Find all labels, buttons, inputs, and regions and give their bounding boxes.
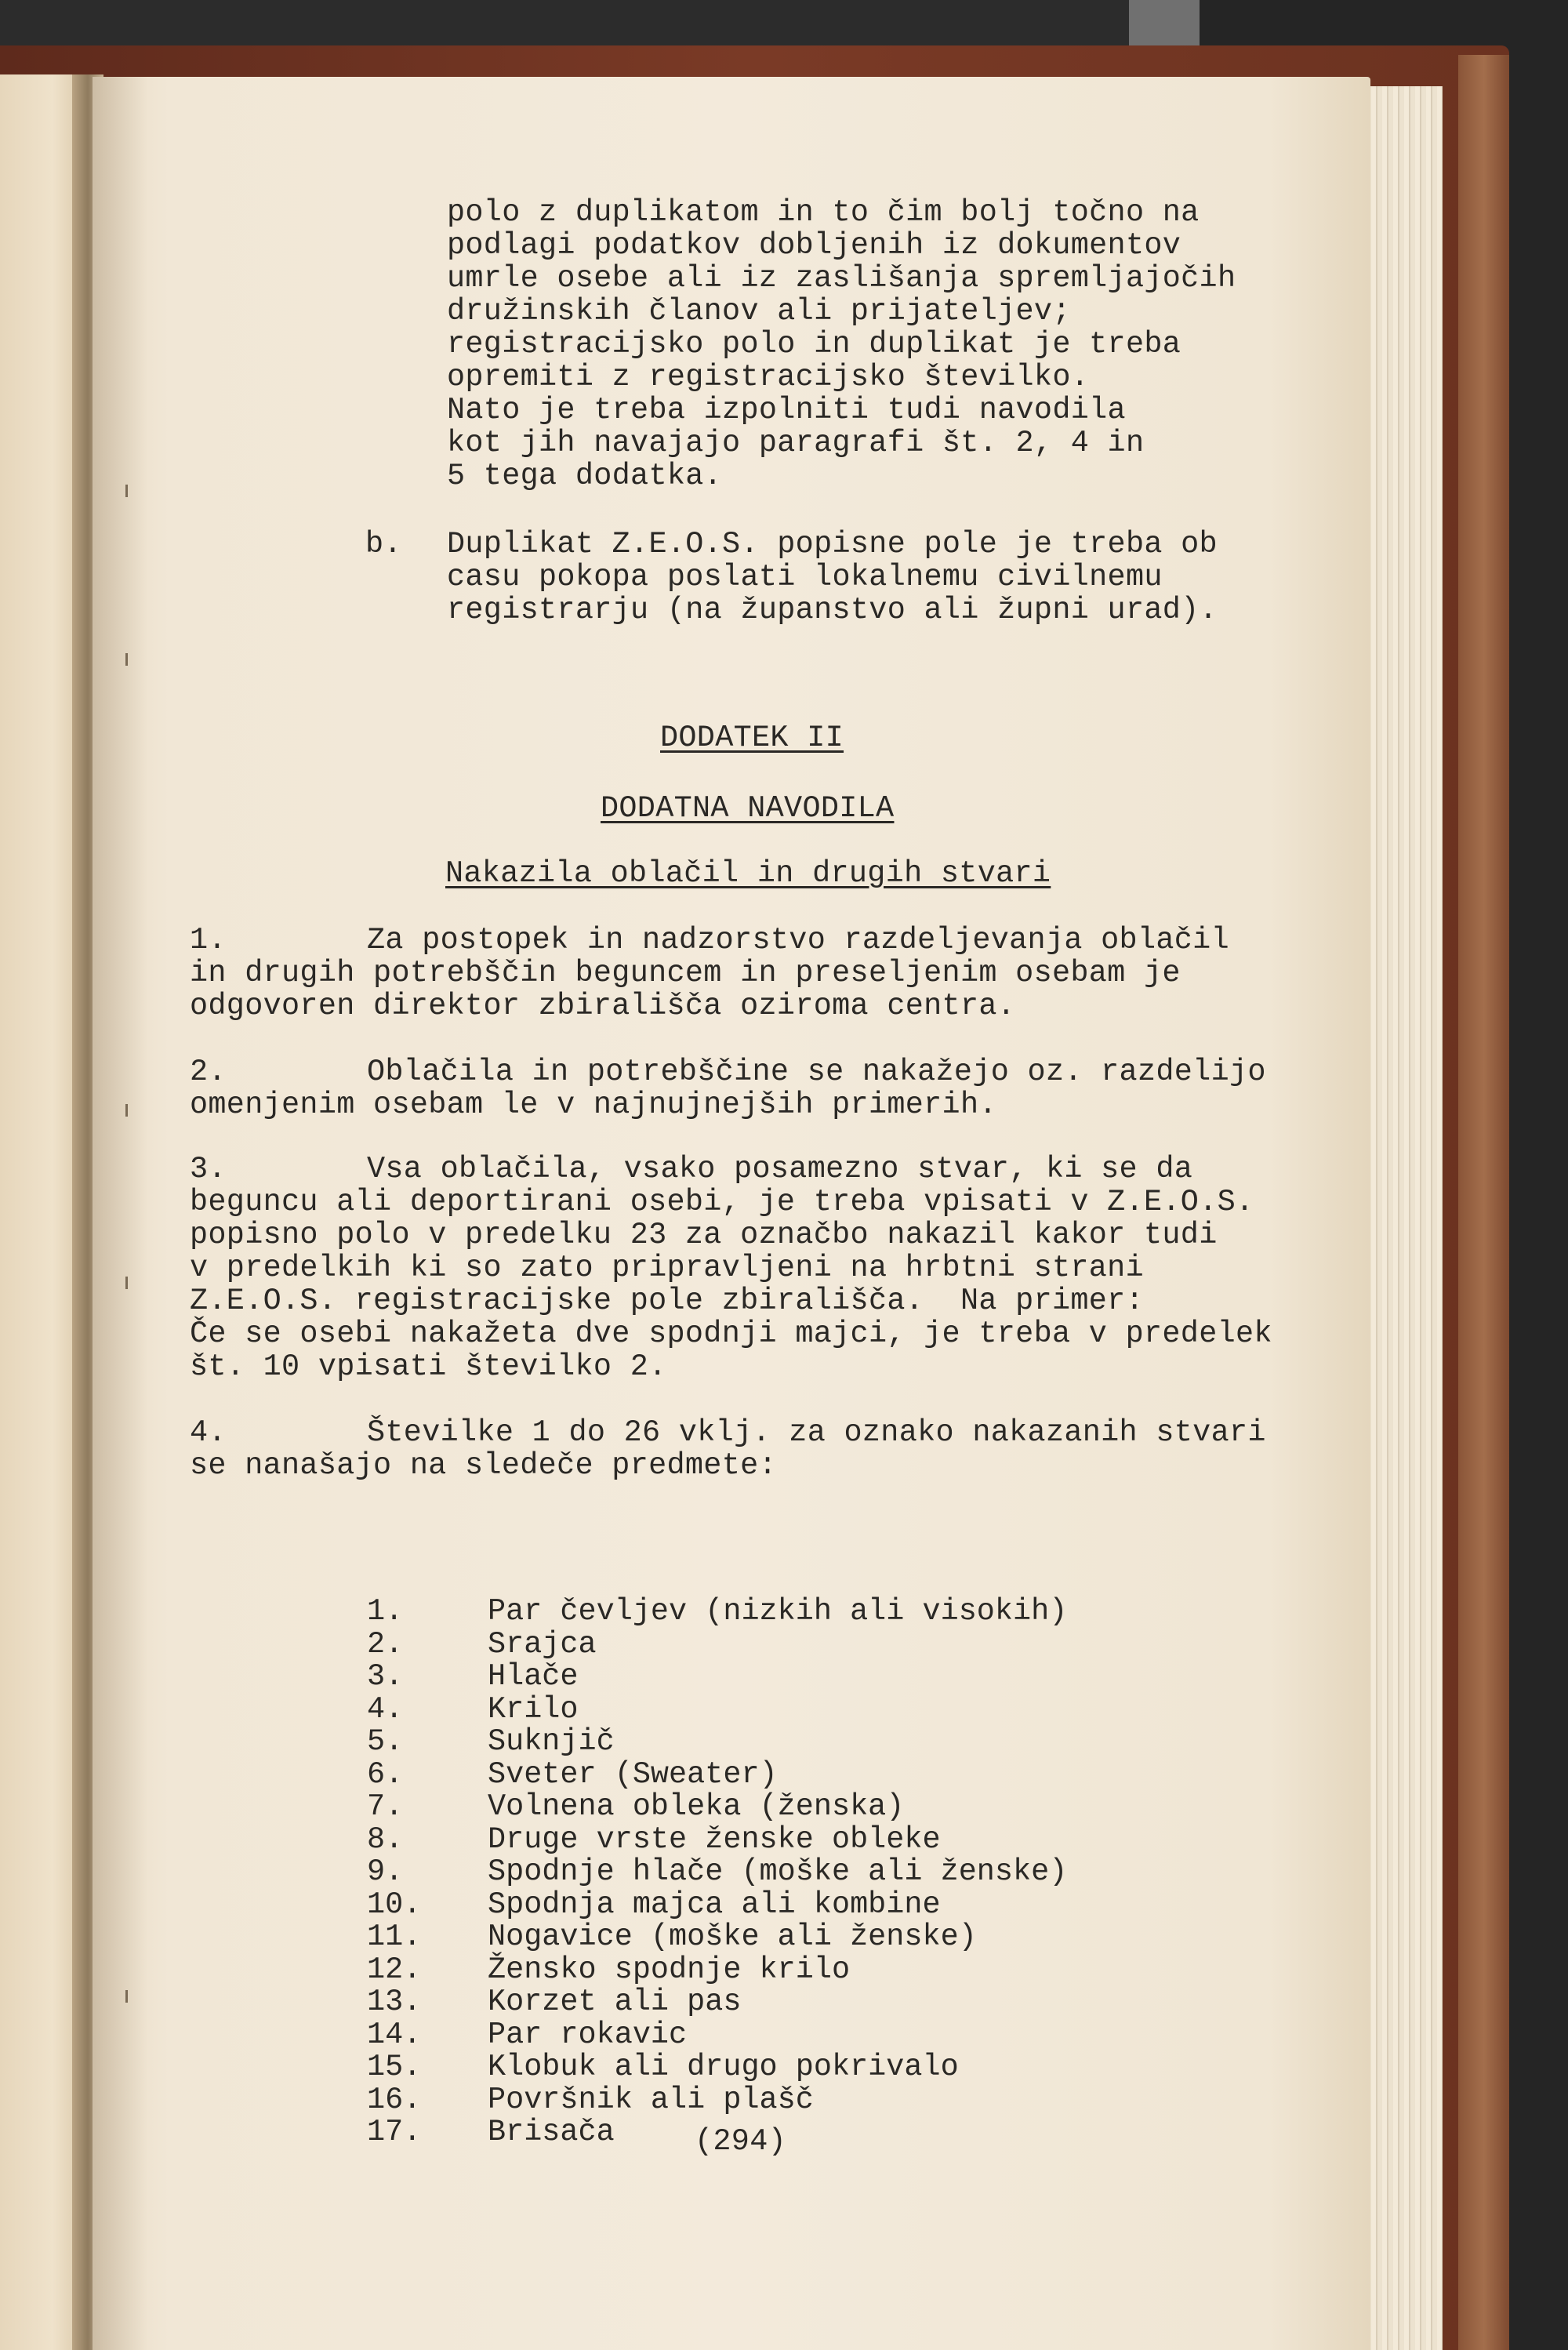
list-item-number: 11.	[367, 1920, 422, 1954]
binding-stitch	[125, 1104, 128, 1117]
paragraph-3-body: beguncu ali deportirani osebi, je treba vpisati v Z.E.O.S. popisno polo v predelku 23 za označbo nakazil kakor tudi v predelkih ki so zato pripravljeni na hrbtni strani Z.E.O.S. registracijske pole zbirališča. Na primer: Če se osebi nakažeta dve spodnji majci, je treba v predelek št. 10 vpisati številko 2.	[190, 1185, 1272, 1384]
list-item-label: Par rokavic	[488, 2017, 688, 2052]
page-number: (294)	[695, 2124, 787, 2159]
list-item-number: 1.	[367, 1594, 404, 1629]
paragraph-2-first-line: Oblačila in potrebščine se nakažejo oz. razdelijo	[367, 1055, 1266, 1089]
list-item-label: Spodnja majca ali kombine	[488, 1887, 941, 1922]
list-item-label: Par čevljev (nizkih ali visokih)	[488, 1594, 1068, 1629]
list-item-label: Spodnje hlače (moške ali ženske)	[488, 1854, 1068, 1889]
binding-stitch	[125, 653, 128, 666]
item-b-label: b.	[365, 527, 402, 561]
binding-stitch	[125, 1990, 128, 2003]
item-b-text: Duplikat Z.E.O.S. popisne pole je treba ob casu pokopa poslati lokalnemu civilnemu registrarju (na županstvo ali župni urad).	[447, 527, 1218, 627]
list-item-number: 10.	[367, 1887, 422, 1922]
list-item-number: 6.	[367, 1756, 404, 1792]
list-item-label: Klobuk ali drugo pokrivalo	[488, 2050, 959, 2084]
list-item-label: Krilo	[488, 1691, 579, 1727]
list-item-label: Površnik ali plašč	[488, 2082, 814, 2117]
paragraph-1-number: 1.	[190, 923, 227, 957]
list-item-number: 17.	[367, 2115, 422, 2149]
list-item-number: 15.	[367, 2050, 422, 2084]
paragraph-2-number: 2.	[190, 1055, 227, 1089]
list-item-label: Sveter (Sweater)	[488, 1756, 778, 1792]
list-item-label: Druge vrste ženske obleke	[488, 1822, 941, 1857]
binding-stitch	[125, 1277, 128, 1289]
section-title: Nakazila oblačil in drugih stvari	[445, 856, 1051, 891]
binding-stitch	[125, 485, 128, 497]
list-item-label: Srajca	[488, 1626, 597, 1662]
list-item-number: 13.	[367, 1985, 422, 2019]
list-item-label: Volnena obleka (ženska)	[488, 1789, 905, 1824]
list-item-number: 3.	[367, 1659, 404, 1694]
list-item-number: 4.	[367, 1691, 404, 1727]
list-item-number: 12.	[367, 1952, 422, 1987]
list-item-number: 16.	[367, 2082, 422, 2117]
paragraph-1-first-line: Za postopek in nadzorstvo razdeljevanja oblačil	[367, 923, 1229, 957]
list-item-number: 9.	[367, 1854, 404, 1889]
paragraph-4-number: 4.	[190, 1415, 227, 1450]
list-item-number: 8.	[367, 1822, 404, 1857]
list-item-label: Hlače	[488, 1659, 579, 1694]
document-page	[93, 77, 1370, 2350]
intro-paragraph: polo z duplikatom in to čim bolj točno na podlagi podatkov dobljenih iz dokumentov umrle osebe ali iz zaslišanja spremljajočih družinskih članov ali prijateljev; registracijsko polo in duplikat je treba opremiti z registracijsko številko. Nato je treba izpolniti tudi navodila kot jih navajajo paragrafi št. 2, 4 in 5 tega dodatka.	[447, 195, 1236, 493]
list-item-number: 14.	[367, 2017, 422, 2052]
page-stack-edges	[1360, 86, 1443, 2350]
list-item-number: 2.	[367, 1626, 404, 1662]
appendix-subtitle: DODATNA NAVODILA	[601, 791, 895, 826]
list-item-number: 7.	[367, 1789, 404, 1824]
list-item-label: Nogavice (moške ali ženske)	[488, 1920, 977, 1954]
paragraph-2-body: omenjenim osebam le v najnujnejših primerih.	[190, 1088, 997, 1122]
book-cover-edge	[1458, 55, 1509, 2350]
list-item-label: Žensko spodnje krilo	[488, 1952, 851, 1987]
list-item-label: Korzet ali pas	[488, 1985, 742, 2019]
list-item-label: Brisača	[488, 2115, 615, 2149]
paragraph-4-body: se nanašajo na sledeče predmete:	[190, 1448, 777, 1483]
paragraph-3-number: 3.	[190, 1152, 227, 1186]
list-item-label: Suknjič	[488, 1724, 615, 1759]
appendix-title: DODATEK II	[660, 721, 844, 755]
paragraph-4-first-line: Številke 1 do 26 vklj. za oznako nakazanih stvari	[367, 1415, 1266, 1450]
paragraph-1-body: in drugih potrebščin beguncem in preseljenim osebam je odgovoren direktor zbirališča oziroma centra.	[190, 956, 1181, 1023]
paragraph-3-first-line: Vsa oblačila, vsako posamezno stvar, ki se da	[367, 1152, 1193, 1186]
scan-background-light	[1129, 0, 1200, 47]
list-item-number: 5.	[367, 1724, 404, 1759]
